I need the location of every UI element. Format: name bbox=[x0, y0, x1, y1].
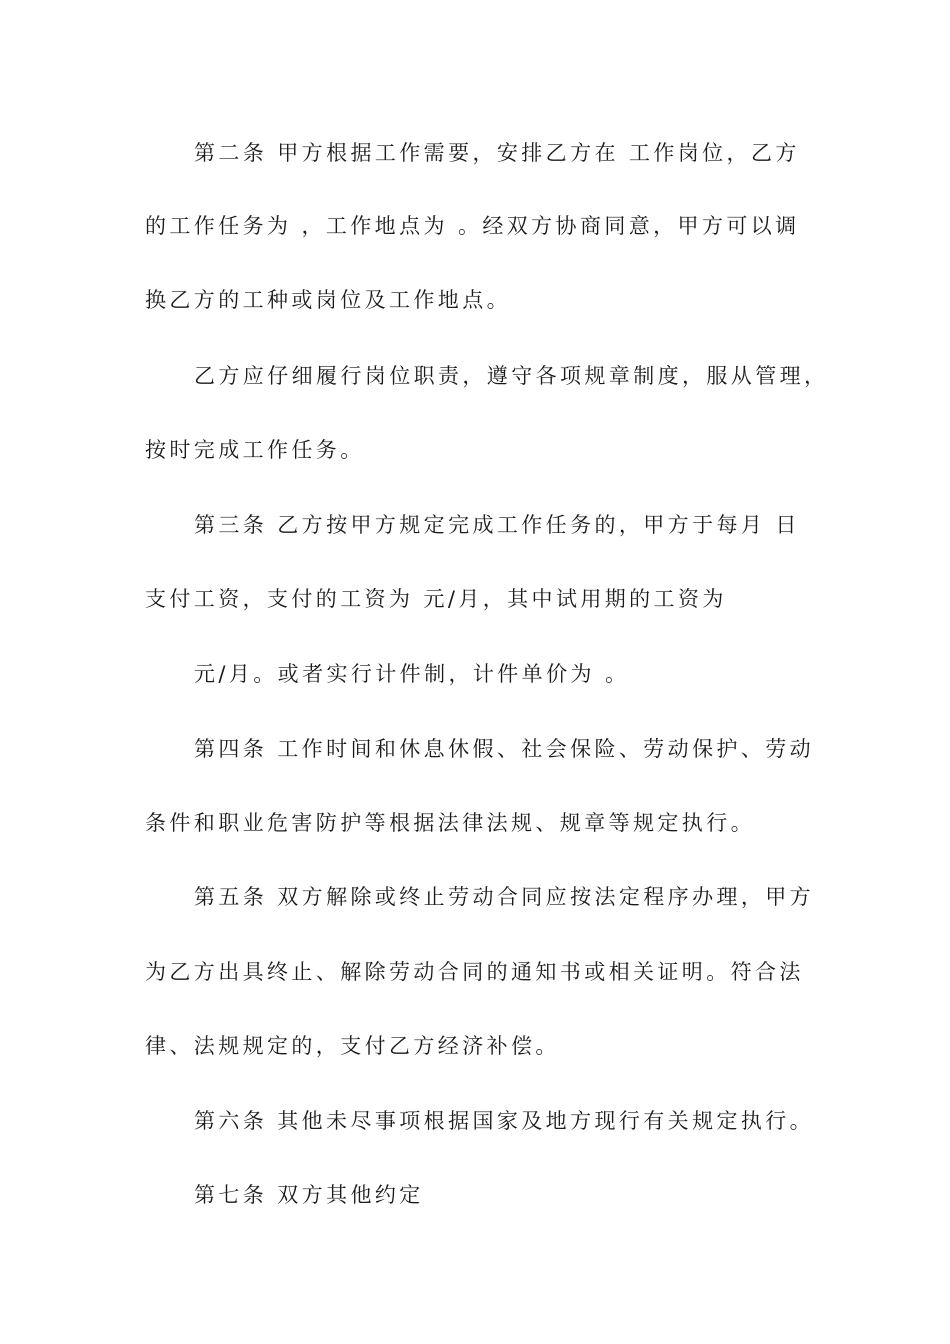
article-7-line-1: 第七条 双方其他约定 bbox=[194, 1183, 424, 1207]
article-3-line-1: 第三条 乙方按甲方规定完成工作任务的，甲方于每月 日 bbox=[194, 513, 800, 537]
article-3-line-3: 元/月。或者实行计件制，计件单价为 。 bbox=[194, 662, 630, 686]
duty-line-2: 按时完成工作任务。 bbox=[145, 438, 365, 462]
article-5-line-3: 律、法规规定的，支付乙方经济补偿。 bbox=[145, 1034, 560, 1058]
article-3-line-2: 支付工资，支付的工资为 元/月，其中试用期的工资为 bbox=[145, 587, 727, 611]
article-2-line-2: 的工作任务为 ，工作地点为 。经双方协商同意，甲方可以调 bbox=[145, 214, 800, 238]
article-2-line-3: 换乙方的工种或岗位及工作地点。 bbox=[145, 288, 511, 312]
article-5-line-1: 第五条 双方解除或终止劳动合同应按法定程序办理，甲方 bbox=[194, 885, 815, 909]
article-4-line-1: 第四条 工作时间和休息休假、社会保险、劳动保护、劳动 bbox=[194, 737, 815, 761]
article-2-line-1: 第二条 甲方根据工作需要，安排乙方在 工作岗位，乙方 bbox=[194, 141, 800, 165]
article-6-line-1: 第六条 其他未尽事项根据国家及地方现行有关规定执行。 bbox=[194, 1109, 815, 1133]
article-4-line-2: 条件和职业危害防护等根据法律法规、规章等规定执行。 bbox=[145, 811, 755, 835]
article-5-line-2: 为乙方出具终止、解除劳动合同的通知书或相关证明。符合法 bbox=[145, 960, 804, 984]
duty-line-1: 乙方应仔细履行岗位职责，遵守各项规章制度，服从管理， bbox=[194, 364, 829, 388]
